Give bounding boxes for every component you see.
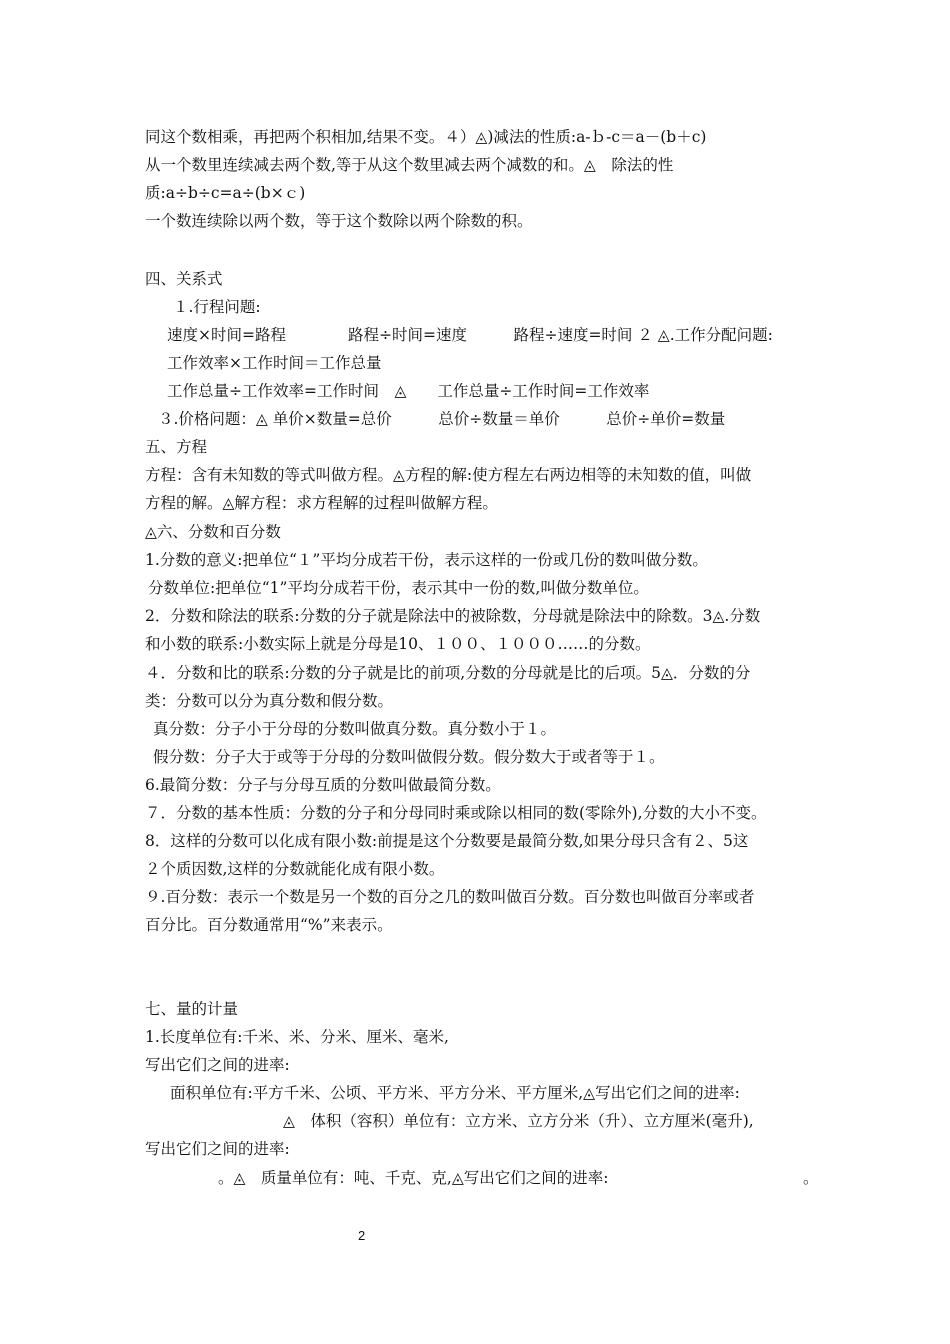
text-line: 一个数连续除以两个数，等于这个数除以两个除数的积。 [145,212,533,230]
text-line: ◬ 体积（容积）单位有：立方米、立方分米（升）、立方厘米(毫升), [283,1112,754,1130]
text-line: 质:a÷b÷c=a÷(b×ｃ) [145,184,306,202]
text-line: 1.长度单位有:千米、米、分米、厘米、毫米, [145,1028,449,1046]
text-line: 6.最简分数：分子与分母互质的分数叫做最简分数。 [145,776,501,794]
text-line: 8．这样的分数可以化成有限小数:前提是这个分数要是最简分数,如果分母只含有２、5这 [145,832,749,850]
text-line: 真分数：分子小于分母的分数叫做真分数。真分数小于１。 [153,720,557,738]
text-line: 和小数的联系:小数实际上就是分母是10、１００、１０００……的分数。 [145,635,651,653]
text-line: ２个质因数,这样的分数就能化成有限小数。 [145,860,445,878]
text-line: ３.价格问题：◬ 单价×数量=总价 总价÷数量＝单价 总价÷单价=数量 [158,410,726,428]
text-line: 速度×时间=路程 路程÷时间=速度 路程÷速度=时间 ２ ◬.工作分配问题: [167,326,773,344]
text-line: 假分数：分子大于或等于分母的分数叫做假分数。假分数大于或者等于１。 [153,748,665,766]
text-line: 面积单位有:平方千米、公顷、平方米、平方分米、平方厘米,◬写出它们之间的进率: [170,1084,740,1102]
text-line: 写出它们之间的进率: [145,1056,290,1074]
text-line: 同这个数相乘，再把两个积相加,结果不变。４）◬)减法的性质:a-ｂ-c＝a－(b＋c) [145,128,707,146]
text-line: 2．分数和除法的联系:分数的分子就是除法中的被除数，分母就是除法中的除数。3◬.分数 [145,607,761,625]
text-line: 类：分数可以分为真分数和假分数。 [145,692,394,710]
section-heading: 七、量的计量 [145,1000,239,1018]
section-heading: 五、方程 [145,438,208,456]
text-line: 工作效率×工作时间＝工作总量 [167,354,382,372]
text-line: １.行程问题: [173,298,261,316]
text-line: 从一个数里连续减去两个数,等于从这个数里减去两个减数的和。◬ 除法的性 [145,156,674,174]
text-line: 工作总量÷工作效率=工作时间 ◬ 工作总量÷工作时间=工作效率 [167,382,650,400]
text-line: 百分比。百分数通常用“%”来表示。 [145,916,393,934]
text-line: 分数单位:把单位“1”平均分成若干份，表示其中一份的数,叫做分数单位。 [148,579,649,597]
section-heading: ◬六、分数和百分数 [145,523,281,541]
text-line: ４．分数和比的联系:分数的分子就是比的前项,分数的分母就是比的后项。5◬．分数的分 [145,664,751,682]
text-line: 方程的解。◬解方程：求方程解的过程叫做解方程。 [145,494,498,512]
text-line: 方程：含有未知数的等式叫做方程。◬方程的解:使方程左右两边相等的未知数的值，叫做 [145,466,752,484]
section-heading: 四、关系式 [145,270,223,288]
page-number: 2 [358,1228,366,1243]
text-line: 写出它们之间的进率: [145,1140,290,1158]
text-line: ９.百分数：表示一个数是另一个数的百分之几的数叫做百分数。百分数也叫做百分率或者 [145,888,755,906]
text-line: 。 [803,1169,819,1187]
text-line: 1.分数的意义:把单位“１”平均分成若干份，表示这样的一份或几份的数叫做分数。 [145,551,708,569]
text-line: ７．分数的基本性质：分数的分子和分母同时乘或除以相同的数(零除外),分数的大小不变。 [145,804,767,822]
text-line: 。◬ 质量单位有：吨、千克、克,◬写出它们之间的进率: [218,1169,609,1187]
